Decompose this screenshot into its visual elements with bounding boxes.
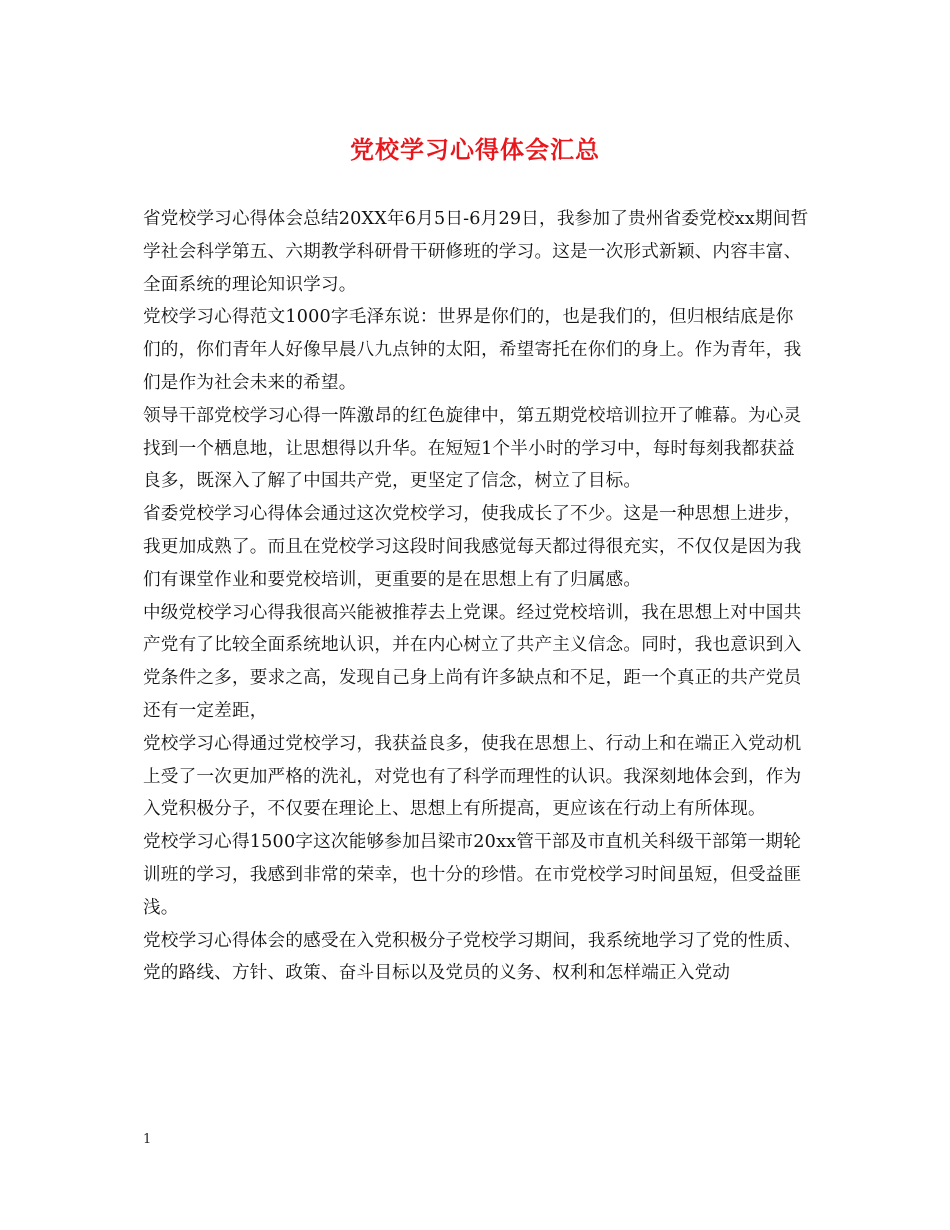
paragraph: 党校学习心得体会的感受在入党积极分子党校学习期间，我系统地学习了党的性质、党的路线、方针、政策、奋斗目标以及党员的义务、权利和怎样端正入党动 bbox=[143, 930, 802, 984]
paragraph: 中级党校学习心得我很高兴能被推荐去上党课。经过党校培训，我在思想上对中国共产党有了比较全面系统地认识，并在内心树立了共产主义信念。同时，我也意识到入党条件之多，要求之高，发现自己身上尚有许多缺点和不足，距一个真正的共产党员还有一定差距， bbox=[143, 602, 802, 721]
paragraph: 领导干部党校学习心得一阵激昂的红色旋律中，第五期党校培训拉开了帷幕。为心灵找到一个栖息地，让思想得以升华。在短短1个半小时的学习中，每时每刻我都获益良多，既深入了解了中国共产党，更坚定了信念，树立了目标。 bbox=[143, 405, 802, 492]
document-title: 党校学习心得体会汇总 bbox=[350, 135, 600, 164]
paragraph: 党校学习心得通过党校学习，我获益良多，使我在思想上、行动上和在端正入党动机上受了一次更加严格的洗礼，对党也有了科学而理性的认识。我深刻地体会到，作为入党积极分子，不仅要在理论上、思想上有所提高，更应该在行动上有所体现。 bbox=[143, 733, 802, 820]
paragraph: 党校学习心得范文1000字毛泽东说：世界是你们的，也是我们的，但归根结底是你们的，你们青年人好像早晨八九点钟的太阳，希望寄托在你们的身上。作为青年，我们是作为社会未来的希望。 bbox=[143, 307, 802, 393]
page-number: 1 bbox=[143, 1132, 152, 1147]
document-body bbox=[143, 203, 811, 990]
paragraph: 党校学习心得1500字这次能够参加吕梁市20xx管干部及市直机关科级干部第一期轮训班的学习，我感到非常的荣幸，也十分的珍惜。在市党校学习时间虽短，但受益匪浅。 bbox=[143, 832, 802, 918]
paragraph: 省委党校学习心得体会通过这次党校学习，使我成长了不少。这是一种思想上进步，我更加成熟了。而且在党校学习这段时间我感觉每天都过得很充实，不仅仅是因为我们有课堂作业和要党校培训，更重要的是在思想上有了归属感。 bbox=[143, 504, 802, 590]
paragraph: 省党校学习心得体会总结20XX年6月5日-6月29日，我参加了贵州省委党校xx期间哲学社会科学第五、六期教学科研骨干研修班的学习。这是一次形式新颖、内容丰富、全面系统的理论知识学习。 bbox=[143, 209, 809, 295]
